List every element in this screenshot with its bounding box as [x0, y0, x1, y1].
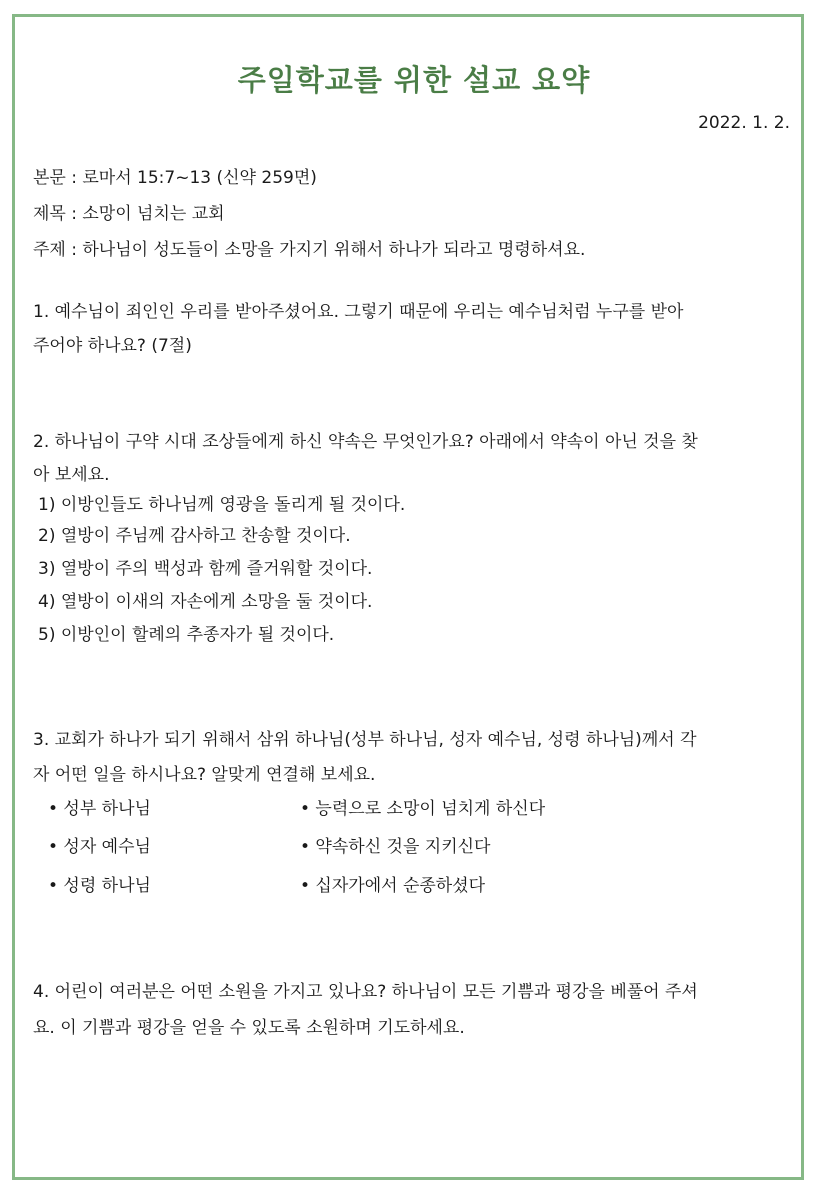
question-2-line-1: 2. 하나님이 구약 시대 조상들에게 하신 약속은 무엇인가요? 아래에서 약속이 아닌 것을 찾 — [33, 432, 698, 452]
question-2-option: 5) 이방인이 할례의 추종자가 될 것이다. — [38, 625, 335, 645]
match-right-item: • 약속하신 것을 지키신다 — [300, 837, 491, 857]
question-3-line-1: 3. 교회가 하나가 되기 위해서 삼위 하나님(성부 하나님, 성자 예수님, 성령 하나님)께서 각 — [33, 730, 697, 750]
date-label: 2022. 1. 2. — [698, 113, 790, 133]
question-2-option: 2) 열방이 주님께 감사하고 찬송할 것이다. — [38, 526, 351, 546]
sermon-theme: 주제 : 하나님이 성도들이 소망을 가지기 위해서 하나가 되라고 명령하셔요. — [33, 240, 586, 260]
question-4-line-2: 요. 이 기쁨과 평강을 얻을 수 있도록 소원하며 기도하세요. — [33, 1018, 465, 1038]
scripture-text: 본문 : 로마서 15:7~13 (신약 259면) — [33, 168, 317, 188]
sermon-subject: 제목 : 소망이 넘치는 교회 — [33, 204, 225, 224]
question-1-line-2: 주어야 하나요? (7절) — [33, 336, 192, 356]
match-left-item: • 성자 예수님 — [48, 837, 151, 857]
match-left-item: • 성부 하나님 — [48, 799, 151, 819]
question-1-line-1: 1. 예수님이 죄인인 우리를 받아주셨어요. 그렇기 때문에 우리는 예수님처럼 누구를 받아 — [33, 302, 684, 322]
question-4-line-1: 4. 어린이 여러분은 어떤 소원을 가지고 있나요? 하나님이 모든 기쁨과 평강을 베풀어 주셔 — [33, 982, 698, 1002]
question-2-option: 3) 열방이 주의 백성과 함께 즐거워할 것이다. — [38, 559, 373, 579]
question-2-line-2: 아 보세요. — [33, 465, 110, 485]
match-right-item: • 십자가에서 순종하셨다 — [300, 876, 486, 896]
match-left-item: • 성령 하나님 — [48, 876, 151, 896]
question-3-line-2: 자 어떤 일을 하시나요? 알맞게 연결해 보세요. — [33, 765, 376, 785]
question-2-option: 4) 열방이 이새의 자손에게 소망을 둘 것이다. — [38, 592, 373, 612]
question-2-option: 1) 이방인들도 하나님께 영광을 돌리게 될 것이다. — [38, 495, 406, 515]
match-right-item: • 능력으로 소망이 넘치게 하신다 — [300, 799, 546, 819]
page-title: 주일학교를 위한 설교 요약 — [237, 63, 591, 97]
